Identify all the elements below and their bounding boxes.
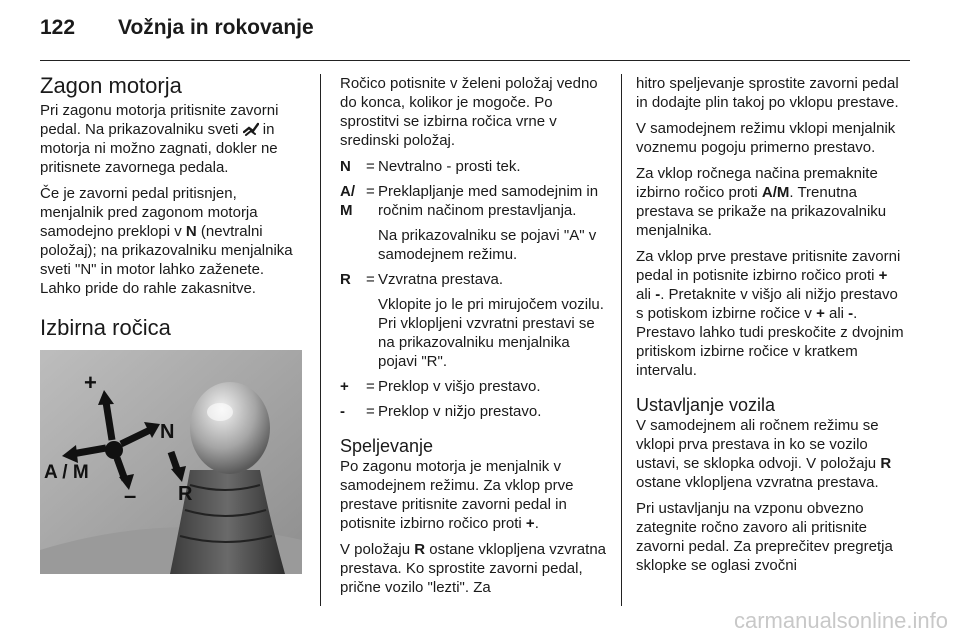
- label-r: R: [178, 483, 193, 505]
- heading-pulling-away: Speljevanje: [340, 436, 434, 456]
- text: Pri zagonu motorja pritisnite zavorni pedal. Na prikazovalniku sveti: [40, 102, 279, 138]
- bold-term: +: [525, 515, 535, 532]
- column-divider-1: [320, 74, 321, 606]
- column-3: [636, 74, 906, 582]
- def-eq: =: [366, 158, 375, 175]
- def-desc: [378, 270, 608, 371]
- label-minus: –: [124, 483, 137, 508]
- paragraph-stop: [636, 416, 906, 492]
- bold-term: N: [185, 223, 197, 240]
- definition-n: [340, 157, 608, 176]
- text: .: [534, 515, 539, 532]
- definition-plus: [340, 377, 608, 396]
- paragraph-neutral: [40, 184, 302, 298]
- text: ali: [636, 286, 656, 303]
- def-eq: =: [366, 403, 375, 420]
- def-term: A/ M: [340, 183, 355, 219]
- heading-selector-lever: Izbirna ročica: [40, 315, 171, 340]
- paragraph-brake: [40, 101, 302, 177]
- def-term: -: [340, 403, 345, 420]
- bold-term: -: [848, 305, 854, 322]
- bold-term: A/M: [761, 184, 790, 201]
- paragraph-reverse: [340, 540, 608, 597]
- def-desc: [378, 402, 608, 421]
- text: Če je zavorni pedal pritisnjen, menjalnik pred zagonom motorja samodejno preklopi v: [40, 185, 258, 240]
- def-eq: =: [366, 271, 375, 288]
- def-term: R: [340, 271, 351, 288]
- def-desc: [378, 182, 608, 264]
- def-desc-line: Vklopite jo le pri mirujočem vozilu. Pri vklopljeni vzvratni prestavi se na prikazovalniku menjalnika pojavi "R".: [378, 296, 604, 370]
- foot-brake-icon: [243, 122, 259, 136]
- heading-engine-start: Zagon motorja: [40, 73, 182, 98]
- bold-term: R: [880, 455, 892, 472]
- def-desc-line: Preklop v višjo prestavo.: [378, 378, 541, 395]
- paragraph-manual-mode: [636, 164, 906, 240]
- text: . Prestavo lahko tudi preskočite z dvojnim pritiskom izbirne ročice v kratkem intervalu.: [636, 305, 904, 379]
- text: . Trenutna prestava se prikaže na prikazovalniku menjalnika.: [636, 184, 887, 239]
- column-1: [40, 74, 302, 574]
- text: (nevtralni položaj); na prikazovalniku menjalnika sveti "N" in motor lahko zaženete. Lahko pride do rahle zakasnitve.: [40, 223, 293, 297]
- paragraph-first-gear: [340, 457, 608, 533]
- text: ali: [824, 305, 849, 322]
- def-desc-line: Na prikazovalniku se pojavi "A" v samodejnem režimu.: [378, 227, 597, 263]
- selector-lever-figure: [40, 350, 302, 574]
- heading-stopping: Ustavljanje vozila: [636, 395, 776, 415]
- bold-term: -: [655, 286, 661, 303]
- text: Za vklop prve prestave pritisnite zavorni pedal in potisnite izbirno ročico proti: [636, 248, 901, 284]
- def-desc-line: Vzvratna prestava.: [378, 271, 504, 288]
- section-title: Vožnja in rokovanje: [118, 16, 314, 39]
- bold-term: R: [414, 541, 426, 558]
- text: Po zagonu motorja je menjalnik v samodejnem režimu. Za vklop prve prestave pritisnite zavorni pedal in potisnite izbirno ročico proti: [340, 458, 574, 532]
- def-term: +: [340, 378, 349, 395]
- watermark: carmanualsonline.info: [733, 608, 948, 633]
- definition-list: [340, 157, 608, 421]
- column-2: [340, 74, 608, 604]
- paragraph-incline: Pri ustavljanju na vzponu obvezno zategnite ročno zavoro ali pritisnite zavorni pedal. Za preprečitev pregretja sklopke se oglasi zvočni: [636, 500, 893, 574]
- bold-term: +: [878, 267, 888, 284]
- def-eq: =: [366, 183, 375, 200]
- def-eq: =: [366, 378, 375, 395]
- paragraph-quick-start: hitro speljevanje sprostite zavorni pedal in dodajte plin takoj po vklopu prestave.: [636, 75, 899, 111]
- def-term: N: [340, 158, 351, 175]
- definition-am: [340, 182, 608, 264]
- def-desc: [378, 157, 608, 176]
- label-am: A / M: [44, 462, 89, 483]
- text: Za vklop ročnega načina premaknite izbirno ročico proti: [636, 165, 878, 201]
- text: V samodejnem ali ročnem režimu se vklopi prva prestava in ko se vozilo ustavi, se sklopka odvoji. V položaju: [636, 417, 881, 472]
- text: V položaju: [340, 541, 415, 558]
- label-n: N: [160, 421, 175, 443]
- text: ostane vklopljena vzvratna prestava. Ko sprostite zavorni pedal, prične vozilo "lezti". Za: [340, 541, 606, 596]
- paragraph-auto-mode: V samodejnem režimu vklopi menjalnik voznemu pogoju primerno prestavo.: [636, 120, 896, 156]
- column-divider-2: [621, 74, 622, 606]
- definition-r: [340, 270, 608, 371]
- header-rule: [40, 60, 910, 61]
- label-plus: +: [84, 370, 97, 395]
- page-number: 122: [40, 16, 76, 39]
- paragraph-shifting: [636, 247, 906, 380]
- text: ostane vklopljena vzvratna prestava.: [636, 474, 879, 491]
- text: in motorja ni možno zagnati, dokler ne pritisnete zavornega pedala.: [40, 121, 278, 176]
- paragraph-lever-move: Ročico potisnite v želeni položaj vedno do konca, kolikor je mogoče. Po sprostitvi se izbirna ročica vrne v sredinski položaj.: [340, 75, 598, 149]
- def-desc: [378, 377, 608, 396]
- def-desc-line: Preklapljanje med samodejnim in ročnim načinom prestavljanja.: [378, 183, 599, 219]
- def-desc-line: Nevtralno - prosti tek.: [378, 158, 521, 175]
- def-desc-line: Preklop v nižjo prestavo.: [378, 403, 542, 420]
- text: . Pretaknite v višjo ali nižjo prestavo s potiskom izbirne ročice v: [636, 286, 898, 322]
- bold-term: +: [816, 305, 825, 322]
- definition-minus: [340, 402, 608, 421]
